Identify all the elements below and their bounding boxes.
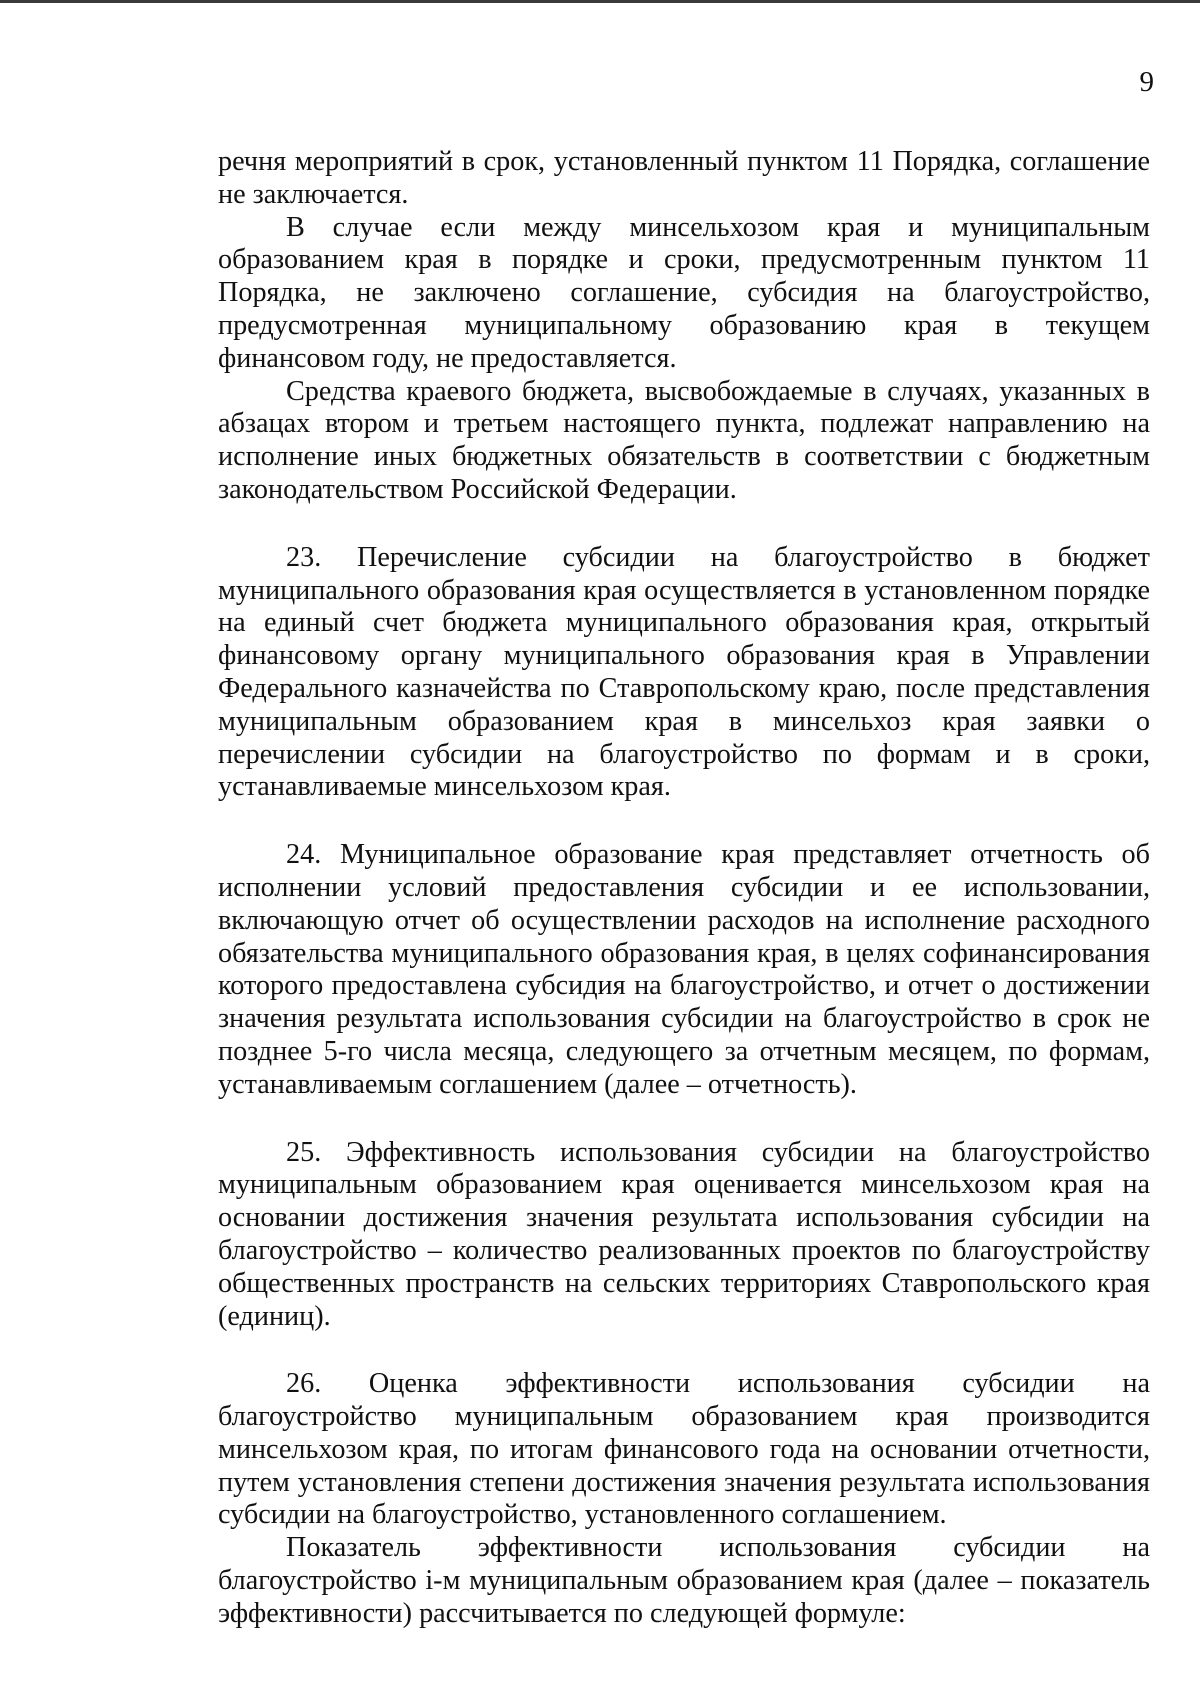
page-number: 9 <box>1139 66 1154 98</box>
document-body <box>218 146 1150 1631</box>
paragraph-continuation: речня мероприятий в срок, установленный пунктом 11 Порядка, соглашение не заключается. <box>218 146 1150 210</box>
paragraph-no-agreement: В случае если между минсельхозом края и муниципальным образованием края в порядке и сроки, предусмотренным пунктом 11 Порядка, не заключено соглашение, субсидия на благоустройство, предусмотренная муниципальному образованию края в текущем финансовом году, не предоставляется. <box>218 211 1150 374</box>
paragraph-item-26: 26. Оценка эффективности использования субсидии на благоустройство муниципальным образованием края производится минсельхозом края, по итогам финансового года на основании отчетности, путем установления степени достижения значения результата использования субсидии на благоустройство, установленного соглашением. <box>218 1368 1150 1531</box>
paragraph-released-funds: Средства краевого бюджета, высвобождаемые в случаях, указанных в абзацах втором и третьем настоящего пункта, подлежат направлению на исполнение иных бюджетных обязательств в соответствии с бюджетным законодательством Российской Федерации. <box>218 375 1150 505</box>
paragraph-item-24: 24. Муниципальное образование края представляет отчетность об исполнении условий предоставления субсидии и ее использовании, включающую отчет об осуществлении расходов на исполнение расходного обязательства муниципального образования края, в целях софинансирования которого предоставлена субсидия на благоустройство, и отчет о достижении значения результата использования субсидии на благоустройство в срок не позднее 5-го числа месяца, следующего за отчетным месяцем, по формам, устанавливаемым соглашением (далее – отчетность). <box>218 839 1150 1100</box>
paragraph-item-25: 25. Эффективность использования субсидии на благоустройство муниципальным образованием края оценивается минсельхозом края на основании достижения значения результата использования субсидии на благоустройство – количество реализованных проектов по благоустройству общественных пространств на сельских территориях Ставропольского края (единиц). <box>218 1136 1150 1332</box>
paragraph-item-23: 23. Перечисление субсидии на благоустройство в бюджет муниципального образования края осуществляется в установленном порядке на единый счет бюджета муниципального образования края, открытый финансовому органу муниципального образования края в Управлении Федерального казначейства по Ставропольскому краю, после представления муниципальным образованием края в минсельхоз края заявки о перечислении субсидии на благоустройство по формам и в сроки, устанавливаемые минсельхозом края. <box>218 541 1150 803</box>
top-border-line <box>0 0 1200 3</box>
paragraph-efficiency-indicator: Показатель эффективности использования субсидии на благоустройство i-м муниципальным образованием края (далее – показатель эффективности) рассчитывается по следующей формуле: <box>218 1532 1150 1629</box>
